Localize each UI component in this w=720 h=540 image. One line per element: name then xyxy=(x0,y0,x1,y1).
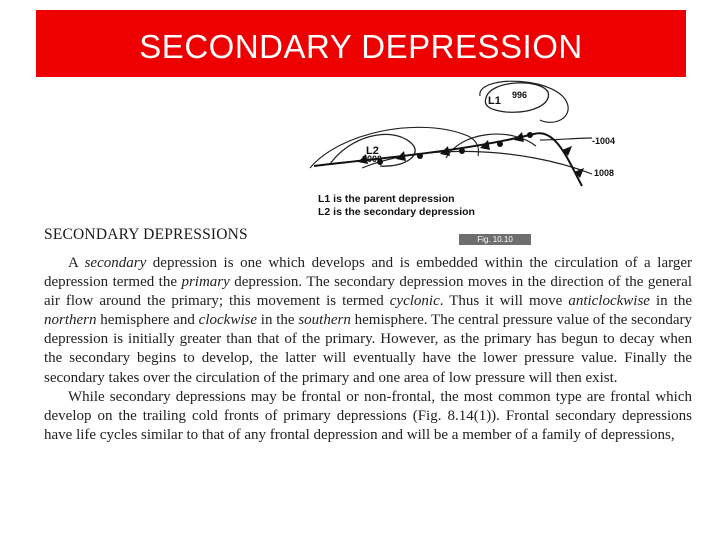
legend-line-1: L1 is the parent depression xyxy=(318,193,455,205)
text-run: hemisphere. The central pressure value of the secondary depression is initially greater than that of the primary. However, as the primary has begun to decay when the secondary begins to develop, the latter will eventually have the lower pressure value. Finally the secondary takes over the circulation of the primary and one area of low pressure will then exist. xyxy=(44,312,692,386)
isobar-label-1004: -1004 xyxy=(592,136,616,146)
body-paragraph xyxy=(44,254,692,388)
isobar-label-1000: 1000 xyxy=(362,154,383,164)
emphasized-term: cyclonic xyxy=(389,293,440,310)
text-run: in the xyxy=(256,312,299,329)
text-run: A xyxy=(68,255,85,271)
section-heading: SECONDARY DEPRESSIONS xyxy=(44,226,248,243)
front-dot xyxy=(527,132,533,138)
text-run: hemisphere and xyxy=(96,312,199,329)
text-run: depression. The secondary depression moves in the direction of the general air flow around the primary; this movement is termed xyxy=(44,274,692,310)
emphasized-term: southern xyxy=(298,312,351,329)
front-dot xyxy=(497,141,503,147)
body-text xyxy=(44,254,692,445)
secondary-depression-diagram xyxy=(300,76,640,224)
front-triangle xyxy=(562,146,572,156)
front-dot xyxy=(417,153,423,159)
emphasized-term: anticlockwise xyxy=(568,293,650,310)
isobar-1008 xyxy=(362,151,592,174)
emphasized-term: northern xyxy=(44,312,97,329)
low-label-l1: L1 xyxy=(488,95,501,107)
body-paragraph xyxy=(44,388,692,445)
low-label-l2: L2 xyxy=(366,145,379,157)
slide-title: SECONDARY DEPRESSION xyxy=(139,27,583,65)
emphasized-term: secondary xyxy=(84,255,147,271)
legend-line-2: L2 is the secondary depression xyxy=(318,206,475,218)
text-run: While secondary depressions may be frontal or non-frontal, the most common type are frontal which develop on the trailing cold fronts of primary depressions (Fig. 8.14(1)). Frontal secondary depressions have life cycles similar to that of any frontal depression and will be a member of a family of depressions, xyxy=(44,388,692,443)
isobar-label-996: 996 xyxy=(512,90,528,100)
emphasized-term: primary xyxy=(181,274,230,291)
text-run: depression is one which develops and is embedded within the circulation of a larger depression termed the xyxy=(44,255,692,291)
title-bar xyxy=(36,10,686,77)
emphasized-term: clockwise xyxy=(198,312,257,329)
text-run: in the xyxy=(649,293,692,310)
text-run: . Thus it will move xyxy=(439,293,569,310)
isobar-label-1008: 1008 xyxy=(594,168,615,178)
isobar-outer xyxy=(310,127,479,168)
front-dot xyxy=(459,148,465,154)
figure-reference: Fig. 10.10 xyxy=(459,234,531,245)
